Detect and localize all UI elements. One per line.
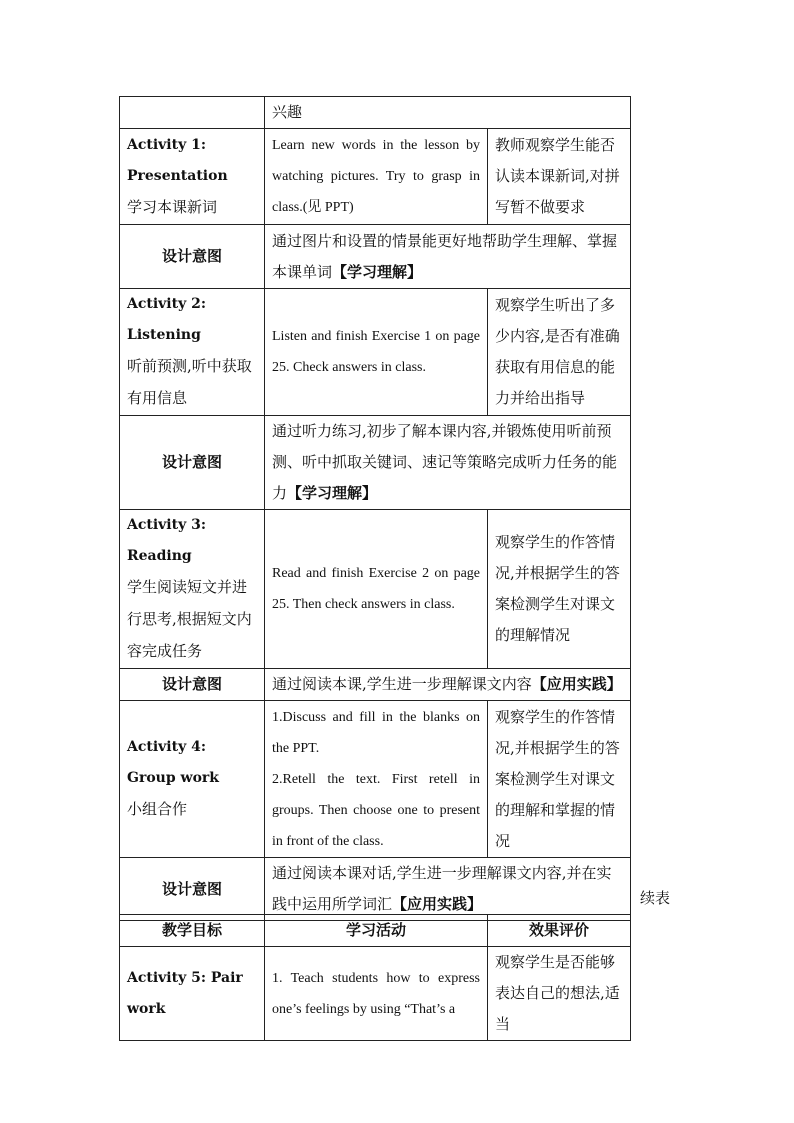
design-intent-label: 设计意图 [120,858,265,921]
activity-evaluation: 观察学生的作答情况,并根据学生的答案检测学生对课文的理解和掌握的情况 [488,701,631,858]
table-row [120,97,631,129]
continued-label: 续表 [640,889,671,907]
activity-subtitle: 学习本课新词 [127,198,218,216]
activity-description: Read and finish Exercise 2 on page 25. Then check answers in class. [265,510,488,669]
activity-table [119,96,631,921]
activity-title: Activity 5: Pair work [120,947,265,1041]
activity-1-cell [120,129,265,225]
table-cell: 兴趣 [265,97,631,129]
table-row [120,289,631,416]
activity-evaluation: 观察学生听出了多少内容,是否有准确获取有用信息的能力并给出指导 [488,289,631,416]
table-row [120,225,631,289]
design-intent-label: 设计意图 [120,669,265,701]
activity-subtitle: 小组合作 [127,800,188,818]
header-evaluation: 效果评价 [488,915,631,947]
design-intent-text: 通过图片和设置的情景能更好地帮助学生理解、掌握本课单词【学习理解】 [265,225,631,289]
activity-title: Activity 3: Reading [127,517,207,564]
activity-evaluation: 观察学生是否能够表达自己的想法,适当 [488,947,631,1041]
activity-description: 1.Discuss and fill in the blanks on the PPT. 2.Retell the text. First retell in groups. Then choose one to present in front of the class. [265,701,488,858]
table-row [120,669,631,701]
activity-title: Presentation [127,168,228,184]
activity-subtitle: 听前预测,听中获取有用信息 [127,357,252,407]
table-row [120,947,631,1041]
table-row [120,416,631,510]
activity-title: Activity 2: Listening [127,296,207,343]
header-learning-activity: 学习活动 [265,915,488,947]
activity-title: Activity 1: [127,137,207,153]
table-row [120,701,631,858]
design-intent-text: 通过阅读本课对话,学生进一步理解课文内容,并在实践中运用所学词汇【应用实践】 [265,858,631,921]
activity-2-cell [120,289,265,416]
activity-title: Activity 4: Group work [127,739,219,786]
table-row [120,858,631,921]
activity-4-cell [120,701,265,858]
activity-evaluation: 教师观察学生能否认读本课新词,对拼写暂不做要求 [488,129,631,225]
continued-table [119,914,631,1041]
activity-description: Learn new words in the lesson by watching pictures. Try to grasp in class.(见 PPT) [265,129,488,225]
design-intent-label: 设计意图 [120,225,265,289]
table-cell [120,97,265,129]
table-row [120,510,631,669]
design-intent-label: 设计意图 [120,416,265,510]
table-header-row [120,915,631,947]
activity-subtitle: 学生阅读短文并进行思考,根据短文内容完成任务 [127,578,252,660]
table-row [120,129,631,225]
design-intent-text: 通过阅读本课,学生进一步理解课文内容【应用实践】 [265,669,631,701]
activity-description: 1. Teach students how to express one’s feelings by using “That’s a [265,947,488,1041]
activity-3-cell [120,510,265,669]
activity-evaluation: 观察学生的作答情况,并根据学生的答案检测学生对课文的理解情况 [488,510,631,669]
design-intent-text: 通过听力练习,初步了解本课内容,并锻炼使用听前预测、听中抓取关键词、速记等策略完成听力任务的能力【学习理解】 [265,416,631,510]
activity-description: Listen and finish Exercise 1 on page 25. Check answers in class. [265,289,488,416]
header-teaching-goal: 教学目标 [120,915,265,947]
